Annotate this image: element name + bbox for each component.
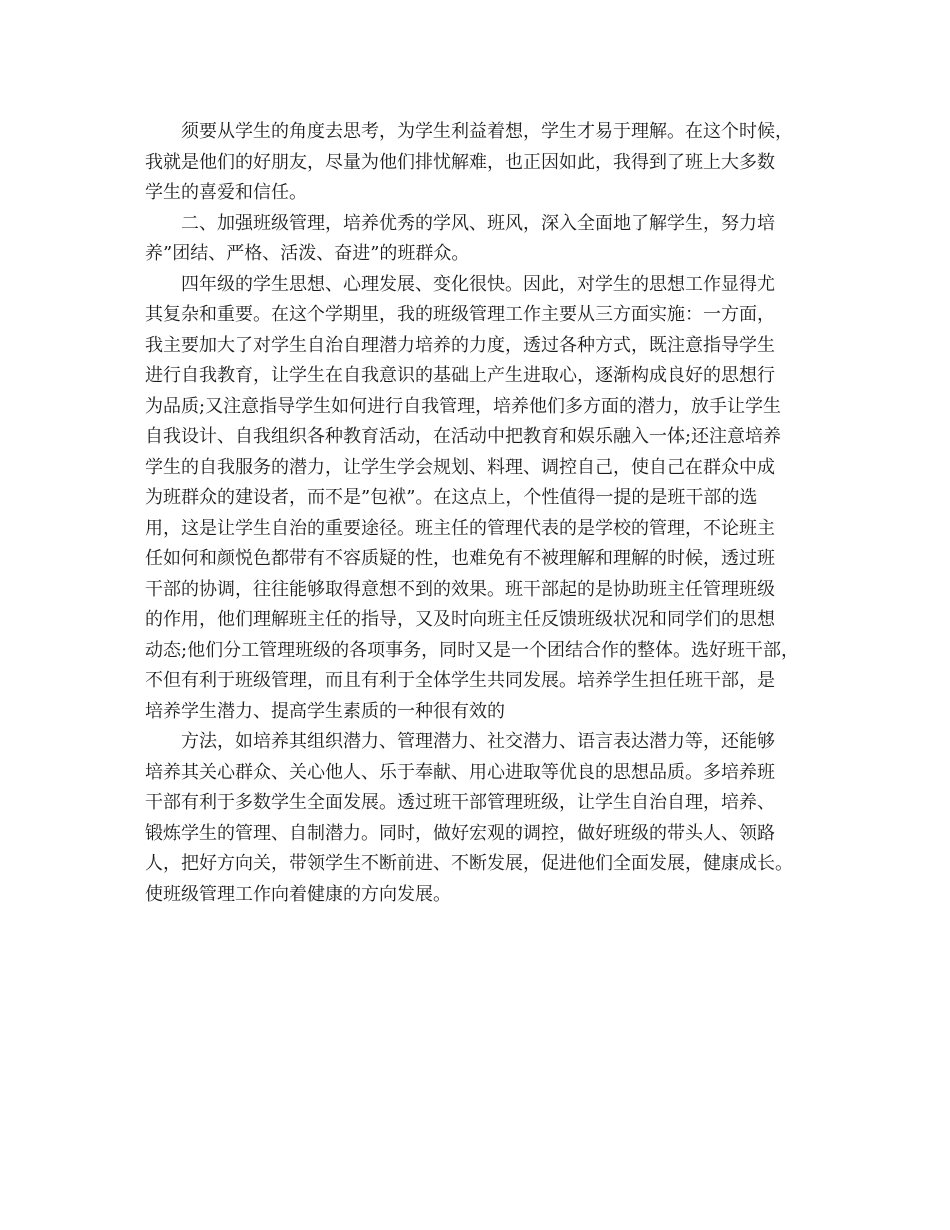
text-line: 锻炼学生的管理、自制潜力。同时，做好宏观的调控，做好班级的带头人、领路: [145, 822, 775, 844]
text-line: 使班级管理工作向着健康的方向发展。: [145, 883, 451, 905]
text-line: 我就是他们的好朋友，尽量为他们排忧解难，也正因如此，我得到了班上大多数: [145, 151, 775, 173]
text-line: 为品质;又注意指导学生如何进行自我管理，培养他们多方面的潜力，放手让学生: [145, 395, 782, 417]
text-line: 任如何和颜悦色都带有不容质疑的性，也难免有不被理解和理解的时候，透过班: [145, 548, 775, 569]
document-body: [145, 117, 835, 910]
text-line: 动态;他们分工管理班级的各项事务，同时又是一个团结合作的整体。选好班干部，: [145, 639, 800, 661]
text-line: 自我设计、自我组织各种教育活动，在活动中把教育和娱乐融入一体;还注意培养: [145, 426, 782, 447]
text-line: 的作用，他们理解班主任的指导，又及时向班主任反馈班级状况和同学们的思想: [145, 609, 775, 630]
text-line: 用，这是让学生自治的重要途径。班主任的管理代表的是学校的管理，不论班主: [145, 517, 775, 539]
text-line: 培养学生潜力、提高学生素质的一种很有效的: [145, 700, 505, 722]
text-line: 不但有利于班级管理，而且有利于全体学生共同发展。培养学生担任班干部，是: [145, 670, 775, 691]
text-line: 二、加强班级管理，培养优秀的学风、班风，深入全面地了解学生，努力培: [181, 212, 775, 234]
text-line: 须要从学生的角度去思考，为学生利益着想，学生才易于理解。在这个时候，: [181, 121, 793, 142]
text-line: 其复杂和重要。在这个学期里，我的班级管理工作主要从三方面实施：一方面，: [145, 304, 775, 325]
text-line: 我主要加大了对学生自治自理潜力培养的力度，透过各种方式，既注意指导学生: [145, 334, 775, 356]
text-line: 为班群众的建设者，而不是”包袱”。在这点上，个性值得一提的是班干部的选: [145, 487, 758, 508]
text-line: 学生的喜爱和信任。: [145, 182, 307, 203]
text-line: 学生的自我服务的潜力，让学生学会规划、料理、调控自己，使自己在群众中成: [145, 456, 775, 478]
text-line: 进行自我教育，让学生在自我意识的基础上产生进取心，逐渐构成良好的思想行: [145, 365, 775, 386]
text-line: 方法，如培养其组织潜力、管理潜力、社交潜力、语言表达潜力等，还能够: [181, 731, 775, 752]
text-line: 干部的协调，往往能够取得意想不到的效果。班干部起的是协助班主任管理班级: [145, 578, 775, 600]
text-line: 培养其关心群众、关心他人、乐于奉献、用心进取等优良的思想品质。多培养班: [145, 761, 775, 783]
text-line: 养”团结、严格、活泼、奋进”的班群众。: [145, 243, 470, 264]
text-line: 人，把好方向关，带领学生不断前进、不断发展，促进他们全面发展，健康成长。: [145, 853, 793, 874]
text-line: 干部有利于多数学生全面发展。透过班干部管理班级，让学生自治自理，培养、: [145, 792, 775, 813]
text-line: 四年级的学生思想、心理发展、变化很快。因此，对学生的思想工作显得尤: [181, 273, 775, 295]
